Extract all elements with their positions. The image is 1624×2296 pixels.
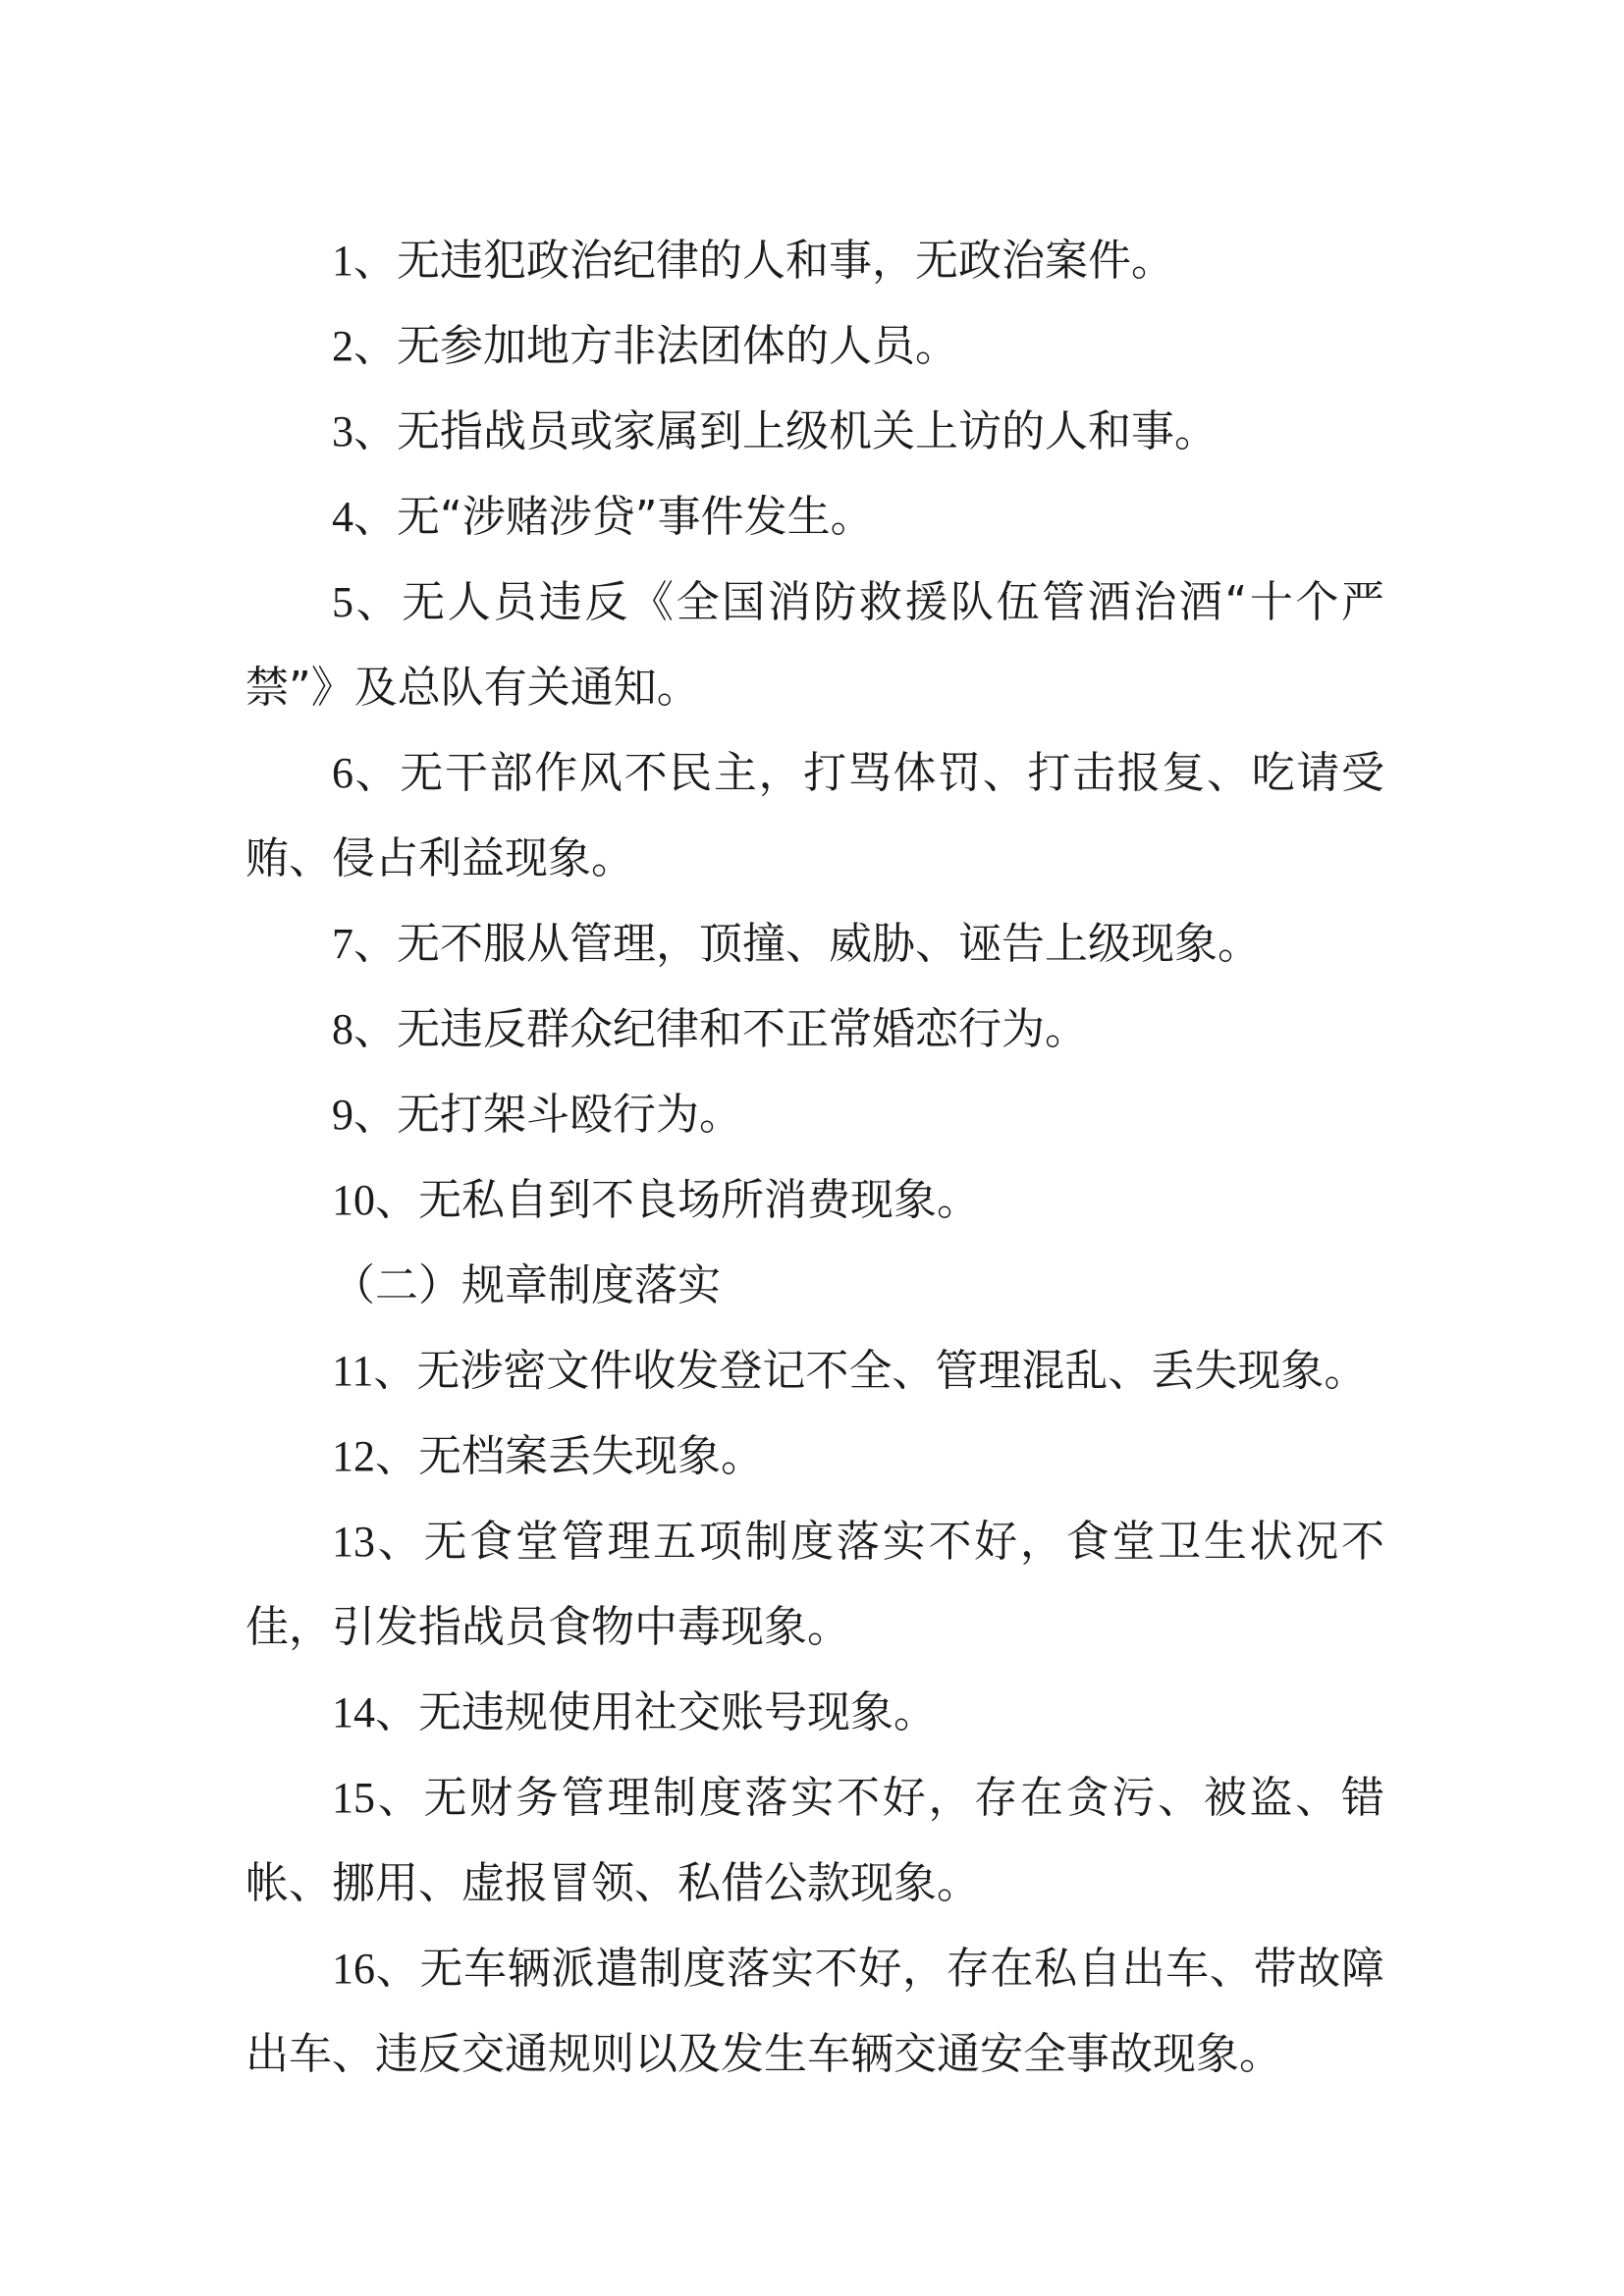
item-text: 、无私自到不良场所消费现象。 [375, 1175, 980, 1225]
item-number: 11 [332, 1347, 374, 1395]
item-number: 15 [332, 1774, 375, 1822]
list-item-1 [245, 218, 1384, 303]
list-item-4 [245, 474, 1384, 560]
item-text: 、无干部作风不民主，打骂体罚、打击报复、吃请受贿、侵占利益现象。 [245, 748, 1384, 883]
list-item-2 [245, 303, 1384, 389]
list-item-12 [245, 1414, 1384, 1499]
item-text: 、无参加地方非法团体的人员。 [353, 321, 958, 371]
list-item-8 [245, 987, 1384, 1072]
item-number: 3 [332, 407, 353, 455]
item-number: 6 [332, 749, 353, 797]
list-item-7 [245, 901, 1384, 987]
list-item-11 [245, 1328, 1384, 1414]
item-text: 、无涉密文件收发登记不全、管理混乱、丢失现象。 [373, 1346, 1368, 1396]
item-text: 、无食堂管理五项制度落实不好，食堂卫生状况不佳，引发指战员食物中毒现象。 [245, 1517, 1384, 1652]
section-heading: （二）规章制度落实 [332, 1260, 721, 1310]
item-number: 12 [332, 1432, 375, 1480]
list-item-3 [245, 389, 1384, 474]
item-number: 10 [332, 1176, 375, 1224]
list-item-13 [245, 1499, 1384, 1670]
item-number: 8 [332, 1005, 353, 1053]
list-item-14 [245, 1670, 1384, 1755]
item-text: 、无指战员或家属到上级机关上访的人和事。 [353, 406, 1218, 456]
list-item-9 [245, 1072, 1384, 1157]
item-number: 14 [332, 1688, 375, 1736]
item-text: 、无“涉赌涉贷”事件发生。 [353, 492, 874, 542]
list-item-15 [245, 1755, 1384, 1926]
item-text: 、无违犯政治纪律的人和事，无政治案件。 [353, 236, 1174, 286]
item-number: 7 [332, 920, 353, 968]
item-text: 、无财务管理制度落实不好，存在贪污、被盗、错帐、挪用、虚报冒领、私借公款现象。 [245, 1773, 1384, 1908]
item-text: 、无档案丢失现象。 [375, 1431, 764, 1481]
list-item-6 [245, 730, 1384, 901]
item-text: 、无车辆派遣制度落实不好，存在私自出车、带故障出车、违反交通规则以及发生车辆交通安全事故现象。 [245, 1944, 1384, 2079]
item-number: 5 [332, 578, 353, 626]
item-number: 2 [332, 322, 353, 370]
document-body [245, 218, 1384, 2097]
item-text: 、无人员违反《全国消防救援队伍管酒治酒“十个严禁”》及总队有关通知。 [245, 577, 1384, 713]
item-text: 、无违反群众纪律和不正常婚恋行为。 [353, 1004, 1088, 1054]
item-text: 、无违规使用社交账号现象。 [375, 1687, 937, 1737]
list-item-5 [245, 560, 1384, 730]
item-number: 16 [332, 1945, 375, 1993]
item-number: 13 [332, 1518, 375, 1566]
list-item-16 [245, 1926, 1384, 2097]
item-number: 1 [332, 237, 353, 285]
item-text: 、无不服从管理，顶撞、威胁、诬告上级现象。 [353, 919, 1261, 969]
item-text: 、无打架斗殴行为。 [353, 1090, 742, 1140]
list-item-10 [245, 1157, 1384, 1243]
item-number: 9 [332, 1091, 353, 1139]
item-number: 4 [332, 493, 353, 541]
